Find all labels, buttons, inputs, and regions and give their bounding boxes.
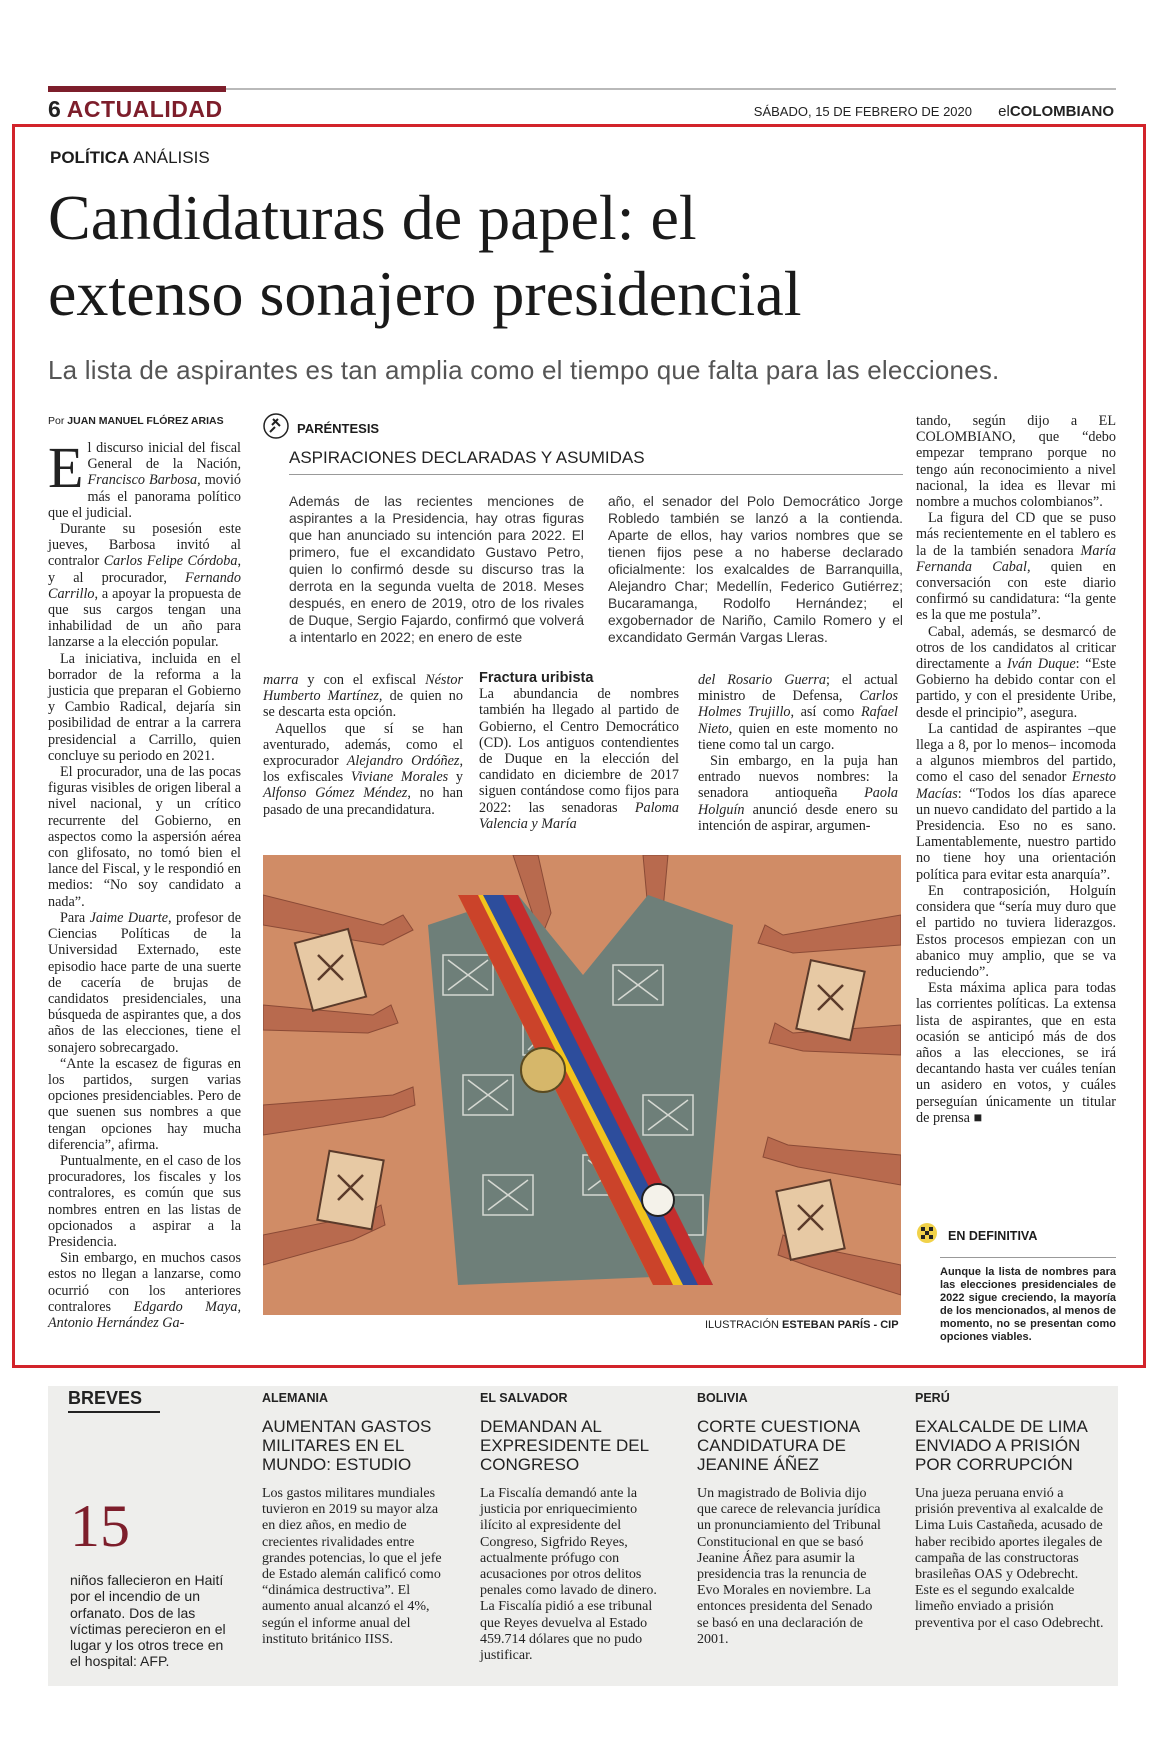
parentesis-text-right: año, el senador del Polo Democrático Jorge Robledo también se lanzó a la contienda. Aparte de ellos, hay varios nombres que se tienen fijos pese a no haberse declarado oficialmente: los exalcaldes de Barranquilla, Alejandro Char; Medellín, Federico Gutiérrez; Bucaramanga, Rodolfo Hernández; el exgobernador de Nariño, Camilo Romero y el excandidato Germán Vargas Lleras. <box>608 494 903 645</box>
parentesis-title: ASPIRACIONES DECLARADAS Y ASUMIDAS <box>289 448 645 467</box>
brief-text: Un magistrado de Bolivia dijo que carece de relevancia jurídica un pronunciamiento del Tribunal Constitucional en que se basó Jeanine Áñez para asumir la presidencia tras la renuncia de Evo Morales en noviembre. La entonces presidenta del Senado se basó en una declaración de 2001. <box>697 1486 881 1647</box>
brief-title: EXALCALDE DE LIMA ENVIADO A PRISIÓN POR CORRUPCIÓN <box>915 1417 1087 1474</box>
parentesis-text-left: Además de las recientes menciones de aspirantes a la Presidencia, hay otras figuras que han anunciado su intención para 2022. El primero, fue el excandidato Gustavo Petro, quien lo confirmó desde su discurso tras la derrota en la segunda vuelta de 2018. Meses después, en enero de 2019, otro de los rivales de Duque, Sergio Fajardo, confirmó que volverá a intentarlo en 2022; en enero de este <box>289 494 584 645</box>
brief-title: DEMANDAN AL EXPRESIDENTE DEL CONGRESO <box>480 1417 649 1474</box>
breves-title-rule <box>68 1411 160 1413</box>
brief-alemania <box>262 1391 452 1648</box>
folio <box>48 96 223 123</box>
brief-title: AUMENTAN GASTOS MILITARES EN EL MUNDO: ESTUDIO <box>262 1417 432 1474</box>
byline: Por JUAN MANUEL FLÓREZ ARIAS <box>48 415 224 427</box>
en-definitiva-rule <box>940 1257 1116 1258</box>
parentesis-box <box>263 413 903 646</box>
brief-peru <box>915 1391 1105 1632</box>
article-column-4: del Rosario Guerra; el actual ministro de Defensa, Carlos Holmes Trujillo, así como Rafael Nieto, quien en este momento no tiene como tal un cargo. Sin embargo, en la puja han entrado nuevos nombres: la senadora antioqueña Paola Holguín anunció desde enero su intención de aspirar, argumen- <box>698 672 899 834</box>
article-column-5: tando, según dijo a EL COLOMBIANO, que “debo empezar temprano porque no tengo aún reconocimiento a nivel nacional, la idea es llevar mi nombre a muchos colombianos”. La figura del CD que se puso más recientemente en el tablero es la de la también senadora María Fernanda Cabal, quien en conversación con este diario confirmó su candidatura: “la gente es la que me postula”. Cabal, además, se desmarcó de otros de los candidatos al criticar directamente a Iván Duque: “Este Gobierno ha debido contar con el partido, y con el presidente Uribe, desde el principio”, asegura. La cantidad de aspirantes –que llega a 8, por lo menos– incomoda a algunos miembros del partido, como el caso del senador Ernesto Macías: “Todos los días aparece un nuevo candidato del partido a la Presidencia. Eso no es sano. Lamentablemente, nuestro partido no tiene hoy una orientación política para evitar esta anarquía”. En contraposición, Holguín considera que “sería muy duro que el partido no tuviera liderazgos. Estos procesos empiezan con un abanico muy amplio, que se va reduciendo”. Esta máxima aplica para todas las corrientes políticas. La extensa lista de aspirantes, que en esta ocasión se anticipó más de dos años a las elecciones, se irá decantando hasta ver cuáles tenían un asidero en votos, y cuáles perseguían únicamente un titular de prensa ■ <box>916 413 1117 1126</box>
section-color-bar <box>48 86 226 92</box>
brief-country: ALEMANIA <box>262 1391 328 1405</box>
newspaper-brand: elCOLOMBIANO <box>998 103 1114 120</box>
article-kicker: POLÍTICA ANÁLISIS <box>50 148 210 167</box>
subhead-fractura-uribista: Fractura uribista <box>479 670 594 686</box>
presidential-candidates-illustration <box>263 855 901 1315</box>
article-column-1: El discurso inicial del fiscal General de la Nación, Francisco Barbosa, movió más el panorama político que el judicial. Durante su posesión este jueves, Barbosa invitó al contralor Carlos Felipe Córdoba, y al procurador, Fernando Carrillo, a apoyar la propuesta de que sus cargos tengan una inhabilidad de un año para lanzarse a la elección popular. La iniciativa, incluida en el borrador de la reforma a la justicia que preparan el Gobierno y Cambio Radical, dejaría sin posibilidad de entrar a la carrera presidencial a Carrillo, quien concluye su periodo en 2021. El procurador, una de las pocas figuras visibles de origen liberal a nivel nacional, y un crítico recurrente del Gobierno, en aspectos como la aspersión aérea con glifosato, no tomó bien el lance del Fiscal, y le respondió en medios: “No soy candidato a nada”. Para Jaime Duarte, profesor de Ciencias Políticas de la Universidad Externado, este episodio hace parte de una suerte de cacería de brujas de candidatos presidenciales, una búsqueda de aspirantes que, a dos años de las elecciones, tiene el sonajero sobrecargado. “Ante la escasez de figuras en los partidos, surgen varias opciones presidenciables. Pero de que suenen sus nombres a que tengan opciones hay mucha diferencia”, afirma. Puntualmente, en el caso de los procuradores, los fiscales y los contralores, es común que sus nombres entren en las listas de opcionados a aspirar a la Presidencia. Sin embargo, en muchos casos estos no llegan a lanzarse, como ocurrió con los anteriores contralores Edgardo Maya, Antonio Hernández Ga- <box>48 435 242 1331</box>
breves-number-note: niños fallecieron en Haití por el incendio de un orfanato. Dos de las víctimas perecieron en el lugar y los otros trece en el hospital: AFP. <box>70 1572 226 1670</box>
brief-text: La Fiscalía demandó ante la justicia por enriquecimiento ilícito al expresidente del Congreso, Sigfrido Reyes, actualmente prófugo con acusaciones por otros delitos penales como lavado de dinero. La Fiscalía pidió a ese tribunal que Reyes devuelva al Estado 459.714 dólares que no pudo justificar. <box>480 1486 657 1664</box>
drop-cap: E <box>48 435 84 500</box>
brief-text: Una jueza peruana envió a prisión preventiva al exalcalde de Lima Luis Castañeda, acusado de haber recibido aportes ilegales de campaña de las constructoras brasileñas OAS y Odebrecht. Este es el segundo exalcalde limeño enviado a prisión preventiva por el caso Odebrecht. <box>915 1486 1104 1631</box>
brief-country: PERÚ <box>915 1391 950 1405</box>
breves-big-number: 15 <box>70 1493 130 1559</box>
issue-date: SÁBADO, 15 DE FEBRERO DE 2020 <box>753 104 972 119</box>
en-definitiva-label: EN DEFINITIVA <box>948 1228 1038 1243</box>
dek: La lista de aspirantes es tan amplia como el tiempo que falta para las elecciones. <box>48 355 1000 385</box>
section-name: ACTUALIDAD <box>66 96 223 122</box>
brief-el-salvador <box>480 1391 670 1664</box>
summary-icon <box>916 1222 938 1249</box>
brief-title: CORTE CUESTIONA CANDIDATURA DE JEANINE ÁÑEZ <box>697 1417 860 1474</box>
parentesis-rule <box>289 474 903 475</box>
en-definitiva-box <box>916 1222 1116 1344</box>
parentesis-label: PARÉNTESIS <box>297 421 380 436</box>
page-number: 6 <box>48 96 61 122</box>
en-definitiva-text: Aunque la lista de nombres para las elecciones presidenciales de 2022 sigue creciendo, la mayoría de los mencionados, al menos de momento, no se presentan como opciones viables. <box>940 1266 1116 1343</box>
end-mark: ■ <box>973 1109 983 1126</box>
article-column-3: Fractura uribista La abundancia de nombres también ha llegado al partido de Gobierno, el Centro Democrático (CD). Los antiguos contendientes de Duque en la elección del candidato en diciembre de 2017 siguen contándose como fijos para 2022: las senadoras Paloma Valencia y María <box>479 670 679 832</box>
headline: Candidaturas de papel: el extenso sonajero presidencial <box>48 182 802 329</box>
pushpin-icon <box>263 413 289 444</box>
brief-country: BOLIVIA <box>697 1391 748 1405</box>
brief-text: Los gastos militares mundiales tuvieron en 2019 su mayor alza en diez años, en medio de crecientes rivalidades entre grandes potencias, lo que el jefe de Estado alemán calificó como “dinámica destructiva”. El aumento anual alcanzó el 4%, según el informe anual del instituto británico IISS. <box>262 1486 442 1647</box>
brief-bolivia <box>697 1391 887 1648</box>
article-column-2: marra y con el exfiscal Néstor Humberto Martínez, de quien no se descarta esta opción. Aquellos que sí se han aventurado, además, como el exprocurador Alejandro Ordóñez, los exfiscales Viviane Morales y Alfonso Gómez Méndez, no han pasado de una precandidatura. <box>263 672 464 818</box>
illustration-credit: ILUSTRACIÓN ESTEBAN PARÍS - CIP <box>705 1319 899 1331</box>
brief-country: EL SALVADOR <box>480 1391 568 1405</box>
breves-title: BREVES <box>68 1388 143 1408</box>
